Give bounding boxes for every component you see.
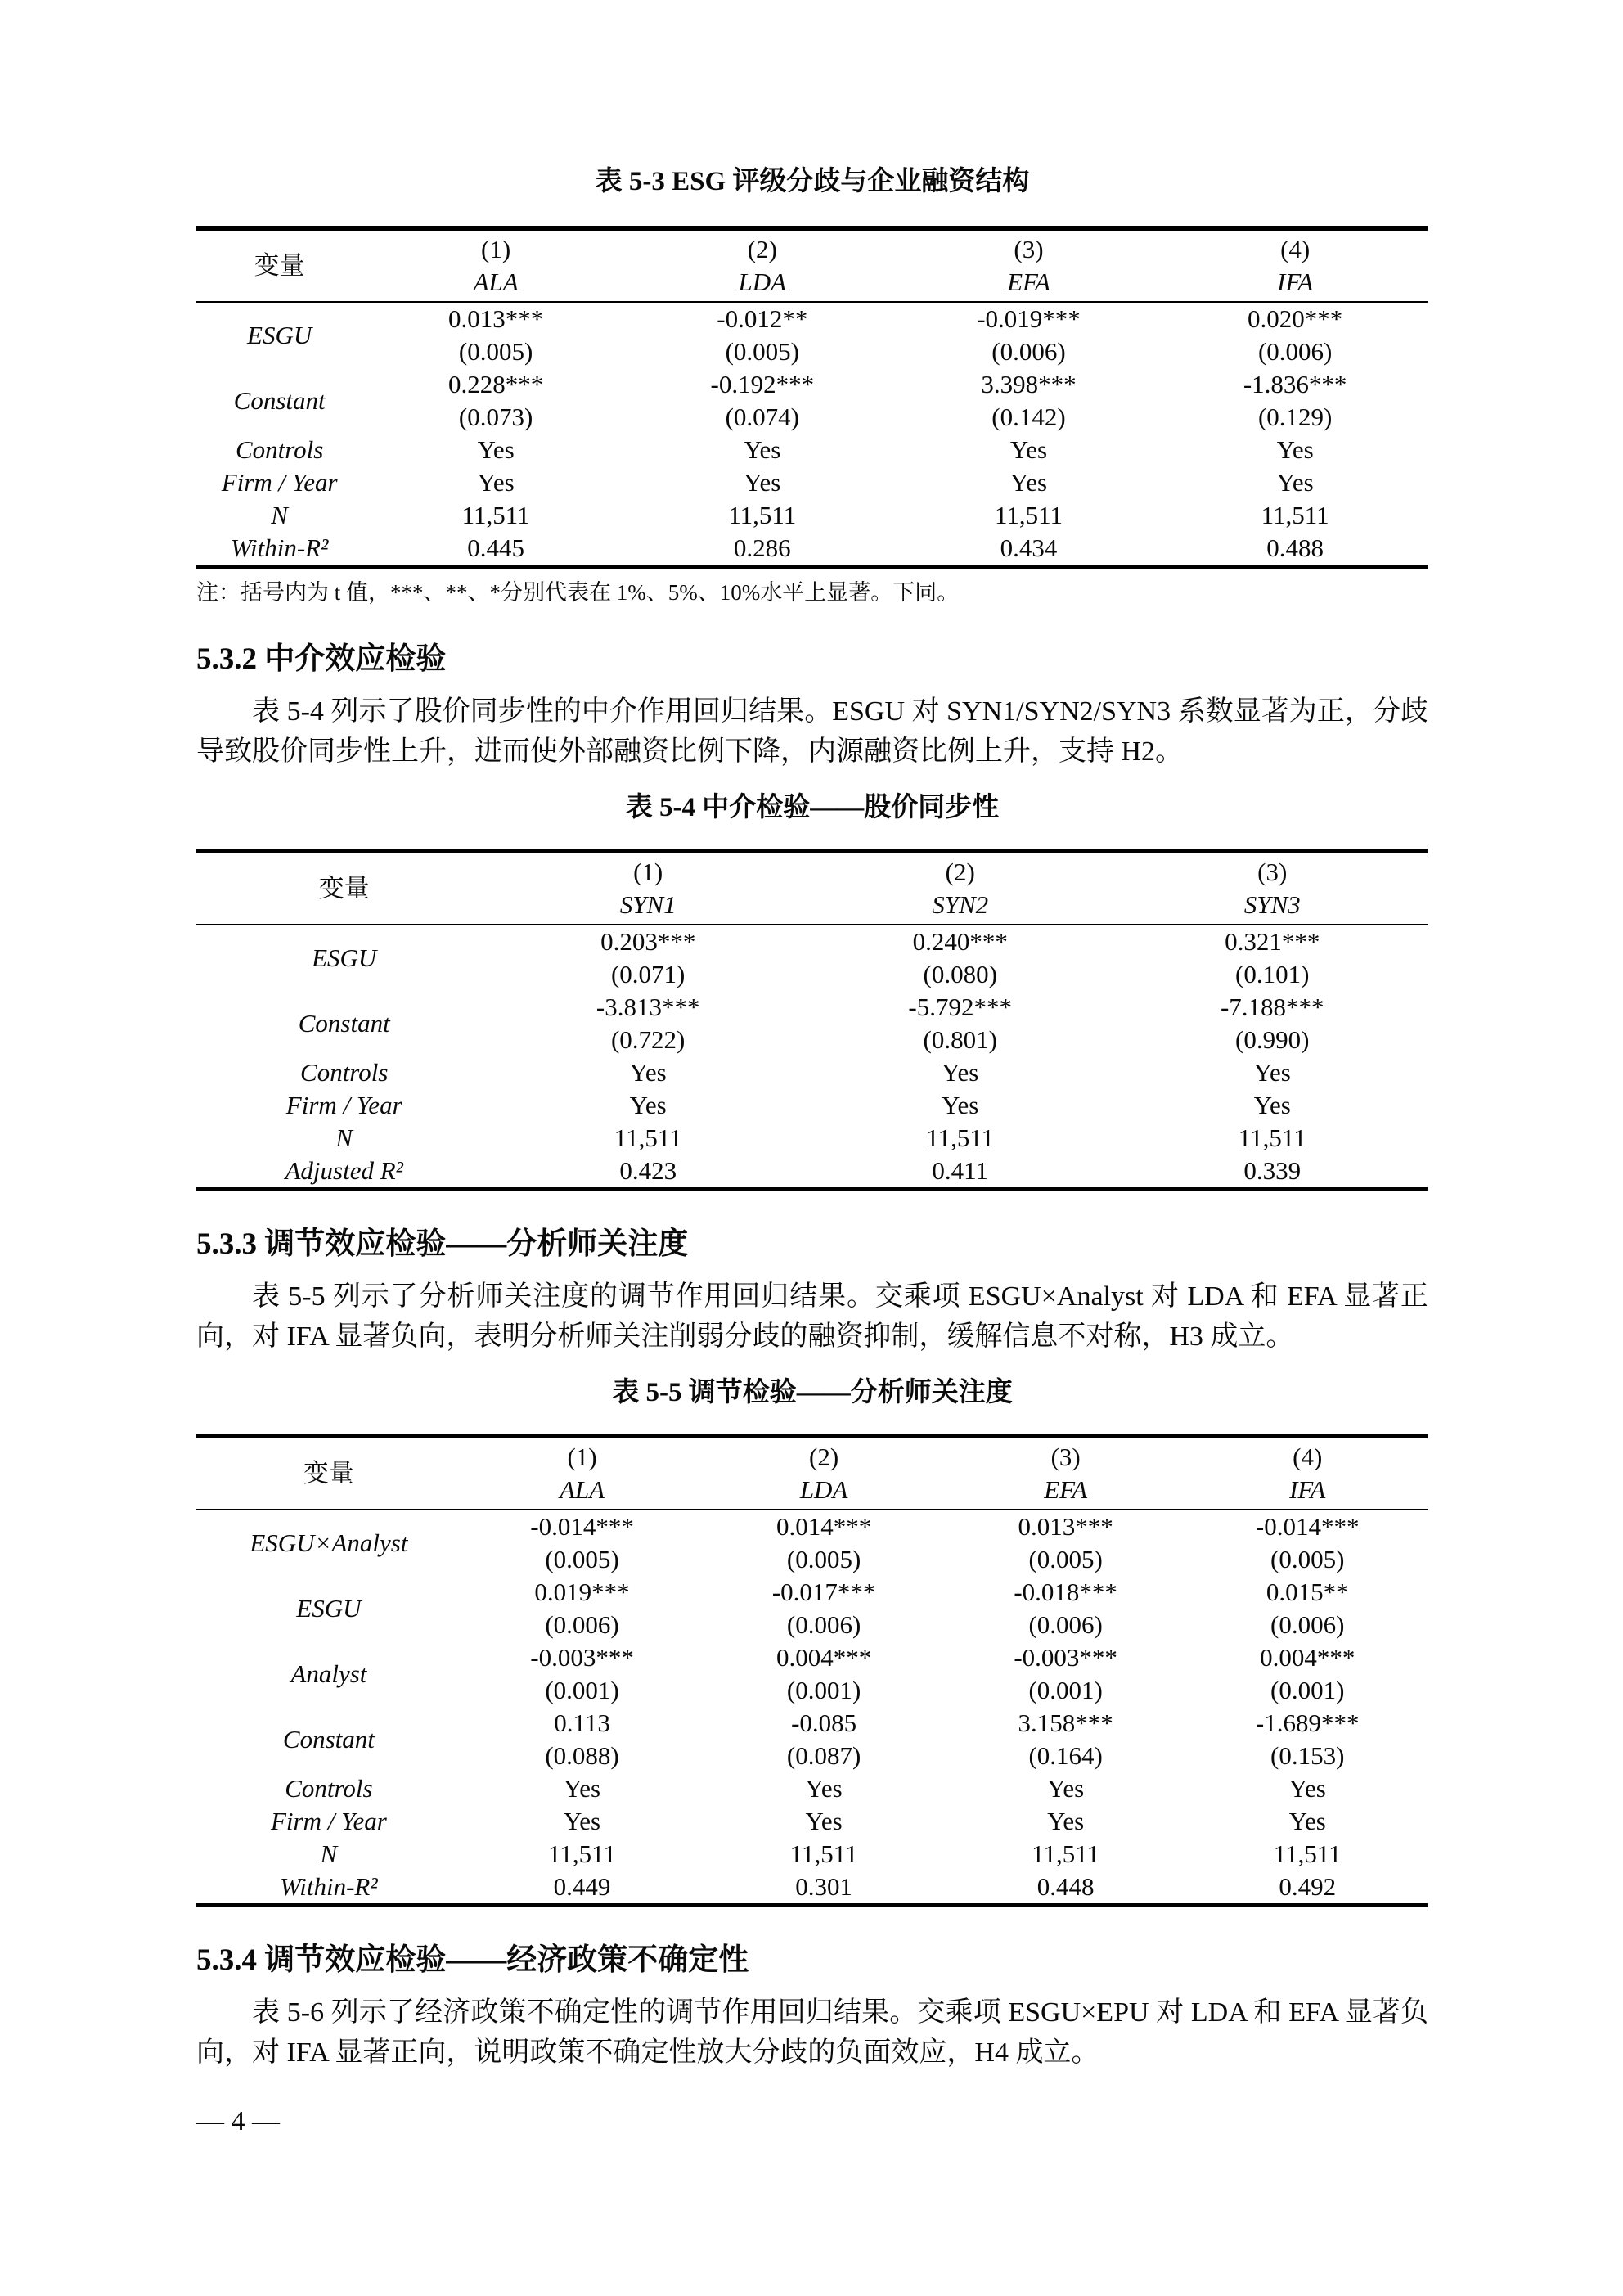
table-row — [196, 1155, 1428, 1190]
cell: Yes — [564, 1807, 601, 1835]
row-label: N — [335, 1123, 353, 1152]
column-name: SYN1 — [619, 890, 677, 919]
cell: Yes — [942, 1058, 979, 1087]
cell: 0.448 — [1036, 1872, 1095, 1901]
paragraph-5-3-3: 表 5-5 列示了分析师关注度的调节作用回归结果。交乘项 ESGU×Analyst 对 LDA 和 EFA 显著正向，对 IFA 显著负向，表明分析师关注削弱分歧的融资抑制，缓解信息不对称，H3 成立。 — [196, 1281, 1428, 1352]
column-header — [461, 1436, 704, 1510]
coefficient-value: 0.240*** — [912, 927, 1008, 956]
coefficient-value: -5.792*** — [908, 993, 1012, 1021]
coefficient-value: -1.836*** — [1243, 370, 1347, 398]
table-row — [196, 1122, 1428, 1155]
cell: Yes — [942, 1091, 979, 1119]
standard-error: (0.006) — [991, 337, 1066, 366]
table-row — [196, 925, 1428, 991]
row-label: ESGU — [296, 1594, 362, 1623]
standard-error: (0.005) — [1028, 1545, 1103, 1573]
cell: 11,511 — [926, 1123, 995, 1152]
coefficient-value: 0.203*** — [600, 927, 696, 956]
standard-error: (0.006) — [1028, 1610, 1103, 1639]
cell — [1186, 1707, 1428, 1772]
table-5-3-title: 表 5-3 ESG 评级分歧与企业融资结构 — [595, 167, 1030, 196]
cell: 0.411 — [932, 1156, 989, 1185]
table-row — [196, 532, 1428, 567]
cell: Yes — [1276, 468, 1314, 497]
column-number: (4) — [1280, 235, 1311, 263]
column-header — [362, 228, 629, 302]
cell: 11,511 — [1238, 1123, 1306, 1152]
column-header — [1186, 1436, 1428, 1510]
standard-error: (0.142) — [991, 403, 1066, 431]
cell — [945, 1641, 1187, 1707]
table-5-5-container — [196, 1434, 1428, 1907]
cell — [804, 925, 1117, 991]
standard-error: (0.801) — [923, 1025, 997, 1054]
cell — [461, 1707, 704, 1772]
row-label: N — [271, 501, 288, 529]
cell: Yes — [1288, 1774, 1326, 1803]
cell: 11,511 — [728, 501, 797, 529]
column-name: EFA — [1044, 1475, 1088, 1504]
column-number: (2) — [747, 235, 777, 263]
column-header — [804, 851, 1117, 925]
cell: 11,511 — [614, 1123, 682, 1152]
cell: 11,511 — [1273, 1839, 1342, 1868]
cell — [703, 1510, 945, 1576]
column-name: SYN3 — [1243, 890, 1301, 919]
table-row — [196, 466, 1428, 499]
coefficient-value: 0.013*** — [448, 304, 544, 333]
coefficient-value: 0.020*** — [1248, 304, 1343, 333]
standard-error: (0.722) — [610, 1025, 686, 1054]
standard-error: (0.071) — [610, 960, 686, 988]
column-name: ALA — [559, 1475, 605, 1504]
column-header — [703, 1436, 945, 1510]
table-header-row — [196, 1436, 1428, 1510]
cell — [1116, 991, 1428, 1056]
cell: Yes — [1047, 1774, 1085, 1803]
cell: Yes — [629, 1091, 667, 1119]
column-number: (2) — [945, 858, 975, 886]
row-label: Controls — [285, 1774, 373, 1803]
coefficient-value: 0.321*** — [1225, 927, 1320, 956]
coefficient-value: -0.014*** — [1255, 1512, 1360, 1541]
row-label: Firm / Year — [221, 468, 338, 497]
table-header-row — [196, 228, 1428, 302]
column-number: (2) — [809, 1443, 839, 1471]
cell — [492, 925, 804, 991]
table-5-4-title: 表 5-4 中介检验——股价同步性 — [625, 793, 1000, 822]
standard-error: (0.006) — [1257, 337, 1333, 366]
cell: 11,511 — [995, 501, 1063, 529]
cell — [461, 1576, 704, 1641]
column-header — [945, 1436, 1187, 1510]
coefficient-value: 0.113 — [554, 1708, 610, 1737]
cell — [461, 1641, 704, 1707]
coefficient-value: -0.192*** — [710, 370, 815, 398]
cell — [1186, 1641, 1428, 1707]
cell: 11,511 — [548, 1839, 617, 1868]
table-row — [196, 1805, 1428, 1838]
table-row — [196, 1838, 1428, 1871]
column-name: EFA — [1007, 268, 1050, 296]
cell: 0.492 — [1279, 1872, 1337, 1901]
cell: 0.423 — [619, 1156, 677, 1185]
row-label: Constant — [282, 1725, 375, 1754]
row-label: ESGU — [312, 943, 377, 972]
column-header — [896, 228, 1162, 302]
cell — [629, 302, 896, 368]
cell: Yes — [477, 468, 515, 497]
cell: 11,511 — [1261, 501, 1329, 529]
column-name: IFA — [1277, 268, 1314, 296]
cell — [1116, 925, 1428, 991]
row-label: Constant — [233, 386, 326, 415]
coefficient-value: -0.012** — [717, 304, 808, 333]
standard-error: (0.006) — [1270, 1610, 1345, 1639]
column-name: LDA — [738, 268, 787, 296]
standard-error: (0.005) — [725, 337, 799, 366]
cell — [945, 1510, 1187, 1576]
cell — [703, 1707, 945, 1772]
row-label: Analyst — [290, 1659, 367, 1688]
table-5-3-note: 注：括号内为 t 值，***、**、*分别代表在 1%、5%、10%水平上显著。下同。 — [196, 580, 960, 605]
table-5-5-title: 表 5-5 调节检验——分析师关注度 — [612, 1378, 1013, 1407]
row-label: ESGU×Analyst — [250, 1528, 408, 1557]
coefficient-value: 0.015** — [1266, 1578, 1349, 1606]
coefficient-value: 0.014*** — [776, 1512, 872, 1541]
column-name: LDA — [799, 1475, 848, 1504]
column-header — [1116, 851, 1428, 925]
table-row — [196, 1089, 1428, 1122]
row-label: N — [320, 1839, 338, 1868]
table-row — [196, 1871, 1428, 1906]
cell — [362, 368, 629, 434]
table-row — [196, 1641, 1428, 1707]
row-label: Adjusted R² — [285, 1156, 403, 1185]
regression-table-0 — [196, 226, 1428, 569]
column-number: (4) — [1293, 1443, 1323, 1471]
cell: Yes — [1009, 435, 1048, 464]
page-number: — 4 — — [196, 2106, 280, 2136]
table-row — [196, 368, 1428, 434]
cell — [945, 1576, 1187, 1641]
standard-error: (0.074) — [725, 403, 799, 431]
table-row — [196, 1707, 1428, 1772]
cell: 0.301 — [795, 1872, 852, 1901]
row-label: Controls — [235, 435, 324, 464]
cell: Yes — [1253, 1091, 1291, 1119]
cell — [461, 1510, 704, 1576]
header-variable-label: 变量 — [318, 874, 370, 903]
coefficient-value: 0.013*** — [1018, 1512, 1113, 1541]
cell: Yes — [564, 1774, 601, 1803]
standard-error: (0.101) — [1235, 960, 1310, 988]
table-row — [196, 991, 1428, 1056]
row-label: ESGU — [247, 321, 312, 349]
row-label: Within-R² — [280, 1872, 378, 1901]
standard-error: (0.005) — [458, 337, 533, 366]
cell — [945, 1707, 1187, 1772]
coefficient-value: -0.018*** — [1014, 1578, 1117, 1606]
cell — [362, 302, 629, 368]
standard-error: (0.005) — [545, 1545, 619, 1573]
table-row — [196, 1772, 1428, 1805]
coefficient-value: 3.158*** — [1018, 1708, 1113, 1737]
cell: Yes — [477, 435, 515, 464]
table-5-3-container — [196, 226, 1428, 569]
cell: Yes — [805, 1774, 843, 1803]
header-variable-label: 变量 — [303, 1459, 354, 1488]
cell — [896, 368, 1162, 434]
coefficient-value: -3.813*** — [596, 993, 700, 1021]
column-number: (3) — [1014, 235, 1044, 263]
coefficient-value: -0.085 — [791, 1708, 857, 1737]
standard-error: (0.005) — [786, 1545, 861, 1573]
coefficient-value: 0.228*** — [448, 370, 544, 398]
cell — [703, 1641, 945, 1707]
standard-error: (0.001) — [1028, 1676, 1103, 1704]
coefficient-value: -0.019*** — [977, 304, 1081, 333]
standard-error: (0.001) — [1270, 1676, 1345, 1704]
cell: 11,511 — [789, 1839, 858, 1868]
cell — [1162, 302, 1428, 368]
cell: Yes — [1047, 1807, 1085, 1835]
standard-error: (0.001) — [545, 1676, 619, 1704]
regression-table-1 — [196, 849, 1428, 1191]
cell: Yes — [805, 1807, 843, 1835]
coefficient-value: -0.017*** — [771, 1578, 876, 1606]
column-header — [629, 228, 896, 302]
column-name: SYN2 — [932, 890, 989, 919]
cell: Yes — [1288, 1807, 1326, 1835]
cell: 0.488 — [1266, 533, 1324, 562]
column-name: IFA — [1289, 1475, 1326, 1504]
standard-error: (0.001) — [786, 1676, 861, 1704]
column-number: (1) — [633, 858, 663, 886]
table-row — [196, 1510, 1428, 1576]
regression-table-2 — [196, 1434, 1428, 1907]
cell — [703, 1576, 945, 1641]
column-number: (3) — [1050, 1443, 1081, 1471]
standard-error: (0.006) — [545, 1610, 619, 1639]
section-heading-5-3-3: 5.3.3 调节效应检验——分析师关注度 — [196, 1227, 689, 1261]
coefficient-value: -0.003*** — [530, 1643, 634, 1672]
table-row — [196, 1056, 1428, 1089]
coefficient-value: -0.003*** — [1014, 1643, 1117, 1672]
row-label: Firm / Year — [270, 1807, 387, 1835]
standard-error: (0.088) — [545, 1741, 619, 1770]
cell: Yes — [1009, 468, 1048, 497]
standard-error: (0.153) — [1270, 1741, 1345, 1770]
table-row — [196, 302, 1428, 368]
cell: Yes — [744, 468, 781, 497]
column-name: ALA — [473, 268, 519, 296]
table-row — [196, 1576, 1428, 1641]
table-row — [196, 434, 1428, 466]
cell: Yes — [1276, 435, 1314, 464]
cell: Yes — [629, 1058, 667, 1087]
cell: 0.434 — [1000, 533, 1058, 562]
row-label: Controls — [300, 1058, 389, 1087]
cell — [492, 991, 804, 1056]
coefficient-value: 0.004*** — [776, 1643, 872, 1672]
cell: 0.286 — [733, 533, 791, 562]
row-label: Within-R² — [230, 533, 329, 562]
section-heading-5-3-2: 5.3.2 中介效应检验 — [196, 642, 447, 676]
column-header — [492, 851, 804, 925]
coefficient-value: -0.014*** — [530, 1512, 634, 1541]
standard-error: (0.990) — [1235, 1025, 1310, 1054]
row-label: Firm / Year — [285, 1091, 402, 1119]
standard-error: (0.087) — [786, 1741, 861, 1770]
cell — [1186, 1510, 1428, 1576]
section-heading-5-3-4: 5.3.4 调节效应检验——经济政策不确定性 — [196, 1943, 749, 1977]
cell: 0.445 — [467, 533, 524, 562]
paragraph-5-3-2: 表 5-4 列示了股价同步性的中介作用回归结果。ESGU 对 SYN1/SYN2/SYN3 系数显著为正，分歧导致股价同步性上升，进而使外部融资比例下降，内源融资比例上升，支持 H2。 — [196, 696, 1428, 767]
coefficient-value: 3.398*** — [981, 370, 1077, 398]
standard-error: (0.005) — [1270, 1545, 1345, 1573]
cell: 11,511 — [461, 501, 530, 529]
cell — [1186, 1576, 1428, 1641]
paragraph-5-3-4: 表 5-6 列示了经济政策不确定性的调节作用回归结果。交乘项 ESGU×EPU 对 LDA 和 EFA 显著负向，对 IFA 显著正向，说明政策不确定性放大分歧的负面效应，H4 成立。 — [196, 1997, 1428, 2068]
cell: 0.449 — [553, 1872, 611, 1901]
cell: Yes — [1253, 1058, 1291, 1087]
column-number: (1) — [481, 235, 511, 263]
standard-error: (0.164) — [1028, 1741, 1103, 1770]
cell — [896, 302, 1162, 368]
cell — [804, 991, 1117, 1056]
coefficient-value: -7.188*** — [1220, 993, 1324, 1021]
standard-error: (0.129) — [1257, 403, 1333, 431]
header-variable-label: 变量 — [254, 251, 305, 280]
cell — [1162, 368, 1428, 434]
table-5-4-container — [196, 849, 1428, 1191]
column-number: (1) — [567, 1443, 597, 1471]
cell: Yes — [744, 435, 781, 464]
cell: 11,511 — [1032, 1839, 1100, 1868]
row-label: Constant — [298, 1009, 390, 1038]
column-number: (3) — [1257, 858, 1288, 886]
coefficient-value: 0.019*** — [534, 1578, 630, 1606]
coefficient-value: 0.004*** — [1260, 1643, 1355, 1672]
coefficient-value: -1.689*** — [1255, 1708, 1360, 1737]
table-header-row — [196, 851, 1428, 925]
standard-error: (0.006) — [786, 1610, 861, 1639]
column-header — [1162, 228, 1428, 302]
cell: 0.339 — [1243, 1156, 1302, 1185]
table-row — [196, 499, 1428, 532]
standard-error: (0.080) — [923, 960, 997, 988]
standard-error: (0.073) — [458, 403, 533, 431]
cell — [629, 368, 896, 434]
